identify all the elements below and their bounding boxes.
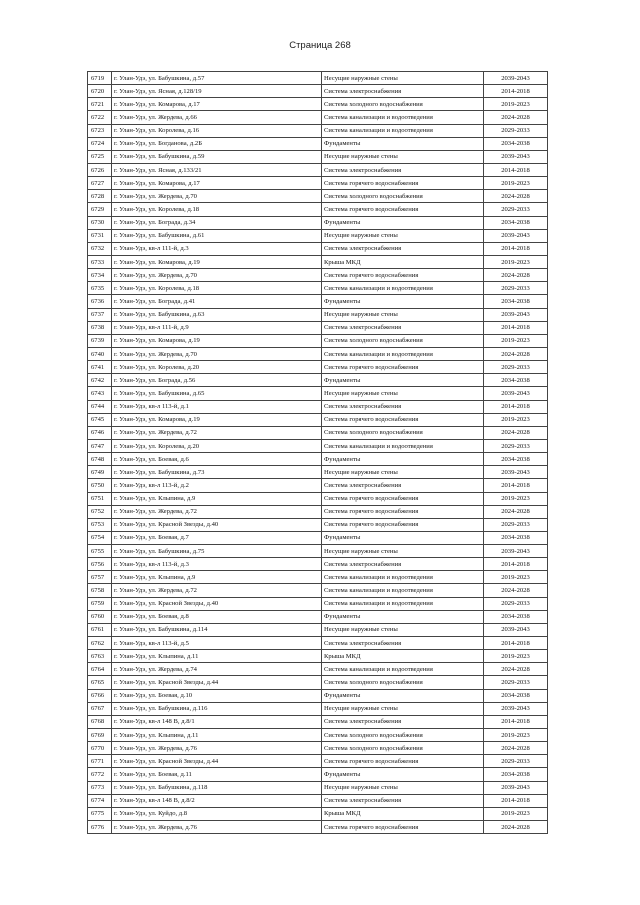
- row-period: 2039-2043: [484, 150, 548, 163]
- row-number: 6723: [88, 124, 112, 137]
- row-work-type: Несущие наружные стены: [322, 781, 484, 794]
- row-period: 2029-2033: [484, 518, 548, 531]
- row-number: 6760: [88, 610, 112, 623]
- row-work-type: Система холодного водоснабжения: [322, 334, 484, 347]
- row-address: г. Улан-Удэ, ул. Богданова, д.2Б: [112, 137, 322, 150]
- row-number: 6775: [88, 807, 112, 820]
- row-period: 2029-2033: [484, 755, 548, 768]
- table-row: [88, 98, 548, 111]
- row-period: 2024-2028: [484, 505, 548, 518]
- row-work-type: Система канализации и водоотведения: [322, 439, 484, 452]
- row-number: 6753: [88, 518, 112, 531]
- row-work-type: Фундаменты: [322, 768, 484, 781]
- row-address: г. Улан-Удэ, ул. Комарова, д.19: [112, 334, 322, 347]
- row-number: 6771: [88, 755, 112, 768]
- capital-repair-table: [87, 71, 548, 834]
- row-period: 2024-2028: [484, 190, 548, 203]
- row-number: 6759: [88, 597, 112, 610]
- row-work-type: Система горячего водоснабжения: [322, 203, 484, 216]
- row-number: 6754: [88, 531, 112, 544]
- row-period: 2019-2023: [484, 729, 548, 742]
- row-number: 6772: [88, 768, 112, 781]
- table-row: [88, 689, 548, 702]
- row-work-type: Несущие наружные стены: [322, 150, 484, 163]
- table-row: [88, 282, 548, 295]
- table-row: [88, 347, 548, 360]
- row-period: 2034-2038: [484, 216, 548, 229]
- row-work-type: Несущие наружные стены: [322, 466, 484, 479]
- table-row: [88, 190, 548, 203]
- table-row: [88, 72, 548, 85]
- row-number: 6774: [88, 794, 112, 807]
- row-address: г. Улан-Удэ, ул. Королева, д.16: [112, 124, 322, 137]
- row-number: 6737: [88, 308, 112, 321]
- row-number: 6755: [88, 545, 112, 558]
- row-period: 2034-2038: [484, 137, 548, 150]
- row-number: 6744: [88, 400, 112, 413]
- row-work-type: Система канализации и водоотведения: [322, 584, 484, 597]
- row-period: 2029-2033: [484, 124, 548, 137]
- row-period: 2019-2023: [484, 807, 548, 820]
- table-row: [88, 623, 548, 636]
- table-row: [88, 321, 548, 334]
- row-number: 6745: [88, 413, 112, 426]
- row-work-type: Несущие наружные стены: [322, 702, 484, 715]
- row-work-type: Система горячего водоснабжения: [322, 518, 484, 531]
- row-period: 2034-2038: [484, 531, 548, 544]
- table-row: [88, 242, 548, 255]
- row-period: 2019-2023: [484, 650, 548, 663]
- row-number: 6746: [88, 426, 112, 439]
- row-number: 6742: [88, 374, 112, 387]
- row-number: 6720: [88, 85, 112, 98]
- row-work-type: Система электроснабжения: [322, 85, 484, 98]
- row-number: 6773: [88, 781, 112, 794]
- row-period: 2019-2023: [484, 98, 548, 111]
- row-work-type: Система горячего водоснабжения: [322, 821, 484, 834]
- row-period: 2024-2028: [484, 584, 548, 597]
- row-period: 2014-2018: [484, 794, 548, 807]
- row-work-type: Система горячего водоснабжения: [322, 269, 484, 282]
- row-period: 2029-2033: [484, 676, 548, 689]
- row-number: 6757: [88, 571, 112, 584]
- row-address: г. Улан-Удэ, кв-л 111-й, д.3: [112, 242, 322, 255]
- row-number: 6749: [88, 466, 112, 479]
- row-period: 2019-2023: [484, 255, 548, 268]
- row-number: 6761: [88, 623, 112, 636]
- row-number: 6730: [88, 216, 112, 229]
- row-work-type: Система холодного водоснабжения: [322, 426, 484, 439]
- table-row: [88, 610, 548, 623]
- row-address: г. Улан-Удэ, ул. Комарова, д.17: [112, 98, 322, 111]
- row-number: 6768: [88, 715, 112, 728]
- row-number: 6719: [88, 72, 112, 85]
- row-work-type: Несущие наружные стены: [322, 308, 484, 321]
- row-address: г. Улан-Удэ, ул. Бабушкина, д.59: [112, 150, 322, 163]
- row-address: г. Улан-Удэ, ул. Клыпина, д.9: [112, 571, 322, 584]
- row-work-type: Система горячего водоснабжения: [322, 413, 484, 426]
- row-period: 2029-2033: [484, 597, 548, 610]
- row-address: г. Улан-Удэ, кв-л 113-й, д.2: [112, 479, 322, 492]
- table-row: [88, 163, 548, 176]
- row-period: 2039-2043: [484, 781, 548, 794]
- row-number: 6763: [88, 650, 112, 663]
- row-address: г. Улан-Удэ, ул. Жердева, д.72: [112, 505, 322, 518]
- row-number: 6767: [88, 702, 112, 715]
- row-address: г. Улан-Удэ, ул. Жердева, д.72: [112, 426, 322, 439]
- row-address: г. Улан-Удэ, ул. Красной Звезды, д.40: [112, 597, 322, 610]
- row-work-type: Система канализации и водоотведения: [322, 597, 484, 610]
- row-work-type: Фундаменты: [322, 137, 484, 150]
- row-work-type: Система холодного водоснабжения: [322, 676, 484, 689]
- row-work-type: Фундаменты: [322, 295, 484, 308]
- row-period: 2024-2028: [484, 742, 548, 755]
- row-period: 2014-2018: [484, 163, 548, 176]
- row-number: 6728: [88, 190, 112, 203]
- row-work-type: Несущие наружные стены: [322, 72, 484, 85]
- table-body: [88, 72, 548, 834]
- row-address: г. Улан-Удэ, ул. Королева, д.18: [112, 203, 322, 216]
- row-work-type: Фундаменты: [322, 453, 484, 466]
- row-address: г. Улан-Удэ, ул. Боевая, д.8: [112, 610, 322, 623]
- row-address: г. Улан-Удэ, ул. Красной Звезды, д.40: [112, 518, 322, 531]
- table-row: [88, 229, 548, 242]
- row-work-type: Несущие наружные стены: [322, 229, 484, 242]
- row-period: 2024-2028: [484, 821, 548, 834]
- table-row: [88, 742, 548, 755]
- table-row: [88, 518, 548, 531]
- row-period: 2034-2038: [484, 295, 548, 308]
- row-period: 2039-2043: [484, 387, 548, 400]
- table-row: [88, 150, 548, 163]
- row-address: г. Улан-Удэ, кв-л 113-й, д.5: [112, 637, 322, 650]
- row-number: 6752: [88, 505, 112, 518]
- row-work-type: Система холодного водоснабжения: [322, 729, 484, 742]
- row-address: г. Улан-Удэ, кв-л 148 В, д.8/2: [112, 794, 322, 807]
- row-address: г. Улан-Удэ, кв-л 148 В, д.8/1: [112, 715, 322, 728]
- row-work-type: Несущие наружные стены: [322, 545, 484, 558]
- row-number: 6747: [88, 439, 112, 452]
- row-address: г. Улан-Удэ, ул. Бабушкина, д.73: [112, 466, 322, 479]
- row-period: 2029-2033: [484, 203, 548, 216]
- table-row: [88, 269, 548, 282]
- row-address: г. Улан-Удэ, ул. Клыпина, д.9: [112, 492, 322, 505]
- row-work-type: Система канализации и водоотведения: [322, 347, 484, 360]
- row-number: 6756: [88, 558, 112, 571]
- table-row: [88, 137, 548, 150]
- row-work-type: Фундаменты: [322, 216, 484, 229]
- row-work-type: Крыша МКД: [322, 650, 484, 663]
- row-address: г. Улан-Удэ, ул. Бабушкина, д.118: [112, 781, 322, 794]
- row-work-type: Система горячего водоснабжения: [322, 755, 484, 768]
- row-period: 2014-2018: [484, 637, 548, 650]
- row-work-type: Система электроснабжения: [322, 794, 484, 807]
- row-work-type: Система холодного водоснабжения: [322, 190, 484, 203]
- row-work-type: Фундаменты: [322, 531, 484, 544]
- row-address: г. Улан-Удэ, ул. Жердева, д.70: [112, 269, 322, 282]
- row-period: 2029-2033: [484, 282, 548, 295]
- row-work-type: Фундаменты: [322, 374, 484, 387]
- row-address: г. Улан-Удэ, кв-л 111-й, д.9: [112, 321, 322, 334]
- row-work-type: Система холодного водоснабжения: [322, 98, 484, 111]
- row-address: г. Улан-Удэ, ул. Бабушкина, д.61: [112, 229, 322, 242]
- row-period: 2014-2018: [484, 85, 548, 98]
- row-work-type: Система горячего водоснабжения: [322, 361, 484, 374]
- table-row: [88, 439, 548, 452]
- row-number: 6727: [88, 177, 112, 190]
- row-period: 2024-2028: [484, 111, 548, 124]
- row-work-type: Система канализации и водоотведения: [322, 571, 484, 584]
- row-period: 2039-2043: [484, 72, 548, 85]
- row-period: 2039-2043: [484, 308, 548, 321]
- row-number: 6743: [88, 387, 112, 400]
- row-address: г. Улан-Удэ, ул. Бабушкина, д.65: [112, 387, 322, 400]
- row-number: 6722: [88, 111, 112, 124]
- table-row: [88, 545, 548, 558]
- row-work-type: Система канализации и водоотведения: [322, 111, 484, 124]
- row-period: 2039-2043: [484, 702, 548, 715]
- row-address: г. Улан-Удэ, ул. Жердева, д.70: [112, 190, 322, 203]
- row-work-type: Система канализации и водоотведения: [322, 282, 484, 295]
- row-address: г. Улан-Удэ, ул. Ясная, д.133/21: [112, 163, 322, 176]
- row-address: г. Улан-Удэ, ул. Боевая, д.11: [112, 768, 322, 781]
- table-row: [88, 584, 548, 597]
- row-address: г. Улан-Удэ, ул. Боевая, д.7: [112, 531, 322, 544]
- row-period: 2014-2018: [484, 715, 548, 728]
- row-work-type: Система электроснабжения: [322, 479, 484, 492]
- row-period: 2019-2023: [484, 177, 548, 190]
- row-period: 2019-2023: [484, 334, 548, 347]
- row-address: г. Улан-Удэ, ул. Бабушкина, д.75: [112, 545, 322, 558]
- table-row: [88, 453, 548, 466]
- row-work-type: Система горячего водоснабжения: [322, 492, 484, 505]
- row-work-type: Крыша МКД: [322, 255, 484, 268]
- row-period: 2024-2028: [484, 347, 548, 360]
- row-period: 2039-2043: [484, 545, 548, 558]
- row-work-type: Система электроснабжения: [322, 163, 484, 176]
- row-number: 6748: [88, 453, 112, 466]
- row-work-type: Система электроснабжения: [322, 637, 484, 650]
- row-address: г. Улан-Удэ, ул. Королева, д.18: [112, 282, 322, 295]
- table-row: [88, 571, 548, 584]
- table-row: [88, 768, 548, 781]
- row-period: 2014-2018: [484, 479, 548, 492]
- row-work-type: Система электроснабжения: [322, 558, 484, 571]
- table-row: [88, 111, 548, 124]
- row-address: г. Улан-Удэ, ул. Клыпина, д.11: [112, 729, 322, 742]
- row-number: 6765: [88, 676, 112, 689]
- row-address: г. Улан-Удэ, ул. Жердева, д.76: [112, 821, 322, 834]
- row-period: 2034-2038: [484, 610, 548, 623]
- row-work-type: Система канализации и водоотведения: [322, 124, 484, 137]
- row-work-type: Система холодного водоснабжения: [322, 742, 484, 755]
- table-row: [88, 702, 548, 715]
- row-number: 6776: [88, 821, 112, 834]
- row-work-type: Несущие наружные стены: [322, 623, 484, 636]
- row-address: г. Улан-Удэ, ул. Жердева, д.74: [112, 663, 322, 676]
- row-address: г. Улан-Удэ, ул. Красной Звезды, д.44: [112, 676, 322, 689]
- table-row: [88, 715, 548, 728]
- table-row: [88, 558, 548, 571]
- table-row: [88, 466, 548, 479]
- row-address: г. Улан-Удэ, ул. Ясная, д.128/19: [112, 85, 322, 98]
- table-row: [88, 637, 548, 650]
- row-address: г. Улан-Удэ, ул. Бограда, д.41: [112, 295, 322, 308]
- row-period: 2039-2043: [484, 623, 548, 636]
- table-row: [88, 361, 548, 374]
- row-period: 2024-2028: [484, 426, 548, 439]
- row-work-type: Система канализации и водоотведения: [322, 663, 484, 676]
- row-number: 6750: [88, 479, 112, 492]
- row-period: 2034-2038: [484, 768, 548, 781]
- row-number: 6769: [88, 729, 112, 742]
- table-row: [88, 295, 548, 308]
- row-period: 2019-2023: [484, 413, 548, 426]
- table-row: [88, 781, 548, 794]
- row-number: 6738: [88, 321, 112, 334]
- table-row: [88, 729, 548, 742]
- row-address: г. Улан-Удэ, ул. Жердева, д.72: [112, 584, 322, 597]
- table-row: [88, 374, 548, 387]
- row-address: г. Улан-Удэ, ул. Клыпина, д.11: [112, 650, 322, 663]
- row-address: г. Улан-Удэ, ул. Красной Звезды, д.44: [112, 755, 322, 768]
- table-row: [88, 255, 548, 268]
- table-row: [88, 807, 548, 820]
- table-row: [88, 794, 548, 807]
- table-row: [88, 650, 548, 663]
- row-address: г. Улан-Удэ, ул. Бабушкина, д.63: [112, 308, 322, 321]
- row-number: 6726: [88, 163, 112, 176]
- row-period: 2014-2018: [484, 558, 548, 571]
- row-period: 2024-2028: [484, 663, 548, 676]
- row-period: 2034-2038: [484, 453, 548, 466]
- row-period: 2029-2033: [484, 439, 548, 452]
- row-work-type: Система электроснабжения: [322, 715, 484, 728]
- table-row: [88, 85, 548, 98]
- row-period: 2039-2043: [484, 466, 548, 479]
- row-number: 6733: [88, 255, 112, 268]
- row-work-type: Система горячего водоснабжения: [322, 177, 484, 190]
- table-row: [88, 492, 548, 505]
- table-row: [88, 821, 548, 834]
- table-row: [88, 505, 548, 518]
- row-number: 6721: [88, 98, 112, 111]
- row-address: г. Улан-Удэ, ул. Комарова, д.19: [112, 413, 322, 426]
- row-number: 6762: [88, 637, 112, 650]
- row-work-type: Система электроснабжения: [322, 321, 484, 334]
- row-number: 6731: [88, 229, 112, 242]
- row-number: 6739: [88, 334, 112, 347]
- row-address: г. Улан-Удэ, ул. Куйдо, д.8: [112, 807, 322, 820]
- table-row: [88, 124, 548, 137]
- table-row: [88, 203, 548, 216]
- row-address: г. Улан-Удэ, ул. Королева, д.20: [112, 361, 322, 374]
- table-row: [88, 663, 548, 676]
- row-number: 6735: [88, 282, 112, 295]
- row-address: г. Улан-Удэ, ул. Жердева, д.70: [112, 347, 322, 360]
- table-row: [88, 531, 548, 544]
- row-address: г. Улан-Удэ, ул. Бограда, д.34: [112, 216, 322, 229]
- row-address: г. Улан-Удэ, ул. Комарова, д.17: [112, 177, 322, 190]
- row-address: г. Улан-Удэ, ул. Комарова, д.19: [112, 255, 322, 268]
- row-number: 6766: [88, 689, 112, 702]
- row-number: 6732: [88, 242, 112, 255]
- row-period: 2029-2033: [484, 361, 548, 374]
- row-address: г. Улан-Удэ, ул. Боевая, д.6: [112, 453, 322, 466]
- row-period: 2039-2043: [484, 229, 548, 242]
- row-period: 2014-2018: [484, 400, 548, 413]
- row-number: 6736: [88, 295, 112, 308]
- row-address: г. Улан-Удэ, ул. Бабушкина, д.57: [112, 72, 322, 85]
- row-number: 6729: [88, 203, 112, 216]
- row-address: г. Улан-Удэ, ул. Бабушкина, д.114: [112, 623, 322, 636]
- row-work-type: Система горячего водоснабжения: [322, 505, 484, 518]
- page-title: Страница 268: [289, 40, 351, 51]
- row-work-type: Несущие наружные стены: [322, 387, 484, 400]
- table-row: [88, 426, 548, 439]
- row-number: 6764: [88, 663, 112, 676]
- table-row: [88, 755, 548, 768]
- row-work-type: Система электроснабжения: [322, 400, 484, 413]
- table-row: [88, 177, 548, 190]
- row-number: 6751: [88, 492, 112, 505]
- table-row: [88, 479, 548, 492]
- row-period: 2034-2038: [484, 374, 548, 387]
- table-row: [88, 308, 548, 321]
- row-number: 6725: [88, 150, 112, 163]
- row-period: 2019-2023: [484, 492, 548, 505]
- row-period: 2014-2018: [484, 242, 548, 255]
- row-number: 6770: [88, 742, 112, 755]
- row-period: 2024-2028: [484, 269, 548, 282]
- row-number: 6740: [88, 347, 112, 360]
- table-row: [88, 400, 548, 413]
- row-address: г. Улан-Удэ, ул. Жердева, д.76: [112, 742, 322, 755]
- row-period: 2019-2023: [484, 571, 548, 584]
- row-address: г. Улан-Удэ, ул. Королева, д.20: [112, 439, 322, 452]
- row-number: 6741: [88, 361, 112, 374]
- table-row: [88, 387, 548, 400]
- row-number: 6758: [88, 584, 112, 597]
- row-address: г. Улан-Удэ, ул. Бабушкина, д.116: [112, 702, 322, 715]
- row-address: г. Улан-Удэ, кв-л 113-й, д.1: [112, 400, 322, 413]
- row-number: 6724: [88, 137, 112, 150]
- row-number: 6734: [88, 269, 112, 282]
- table-row: [88, 413, 548, 426]
- row-address: г. Улан-Удэ, кв-л 113-й, д.3: [112, 558, 322, 571]
- table-row: [88, 216, 548, 229]
- table-row: [88, 597, 548, 610]
- row-work-type: Фундаменты: [322, 689, 484, 702]
- row-address: г. Улан-Удэ, ул. Боевая, д.10: [112, 689, 322, 702]
- row-period: 2034-2038: [484, 689, 548, 702]
- table-row: [88, 676, 548, 689]
- row-address: г. Улан-Удэ, ул. Бограда, д.56: [112, 374, 322, 387]
- row-work-type: Фундаменты: [322, 610, 484, 623]
- row-work-type: Система электроснабжения: [322, 242, 484, 255]
- table-row: [88, 334, 548, 347]
- row-address: г. Улан-Удэ, ул. Жердева, д.66: [112, 111, 322, 124]
- row-work-type: Крыша МКД: [322, 807, 484, 820]
- row-period: 2014-2018: [484, 321, 548, 334]
